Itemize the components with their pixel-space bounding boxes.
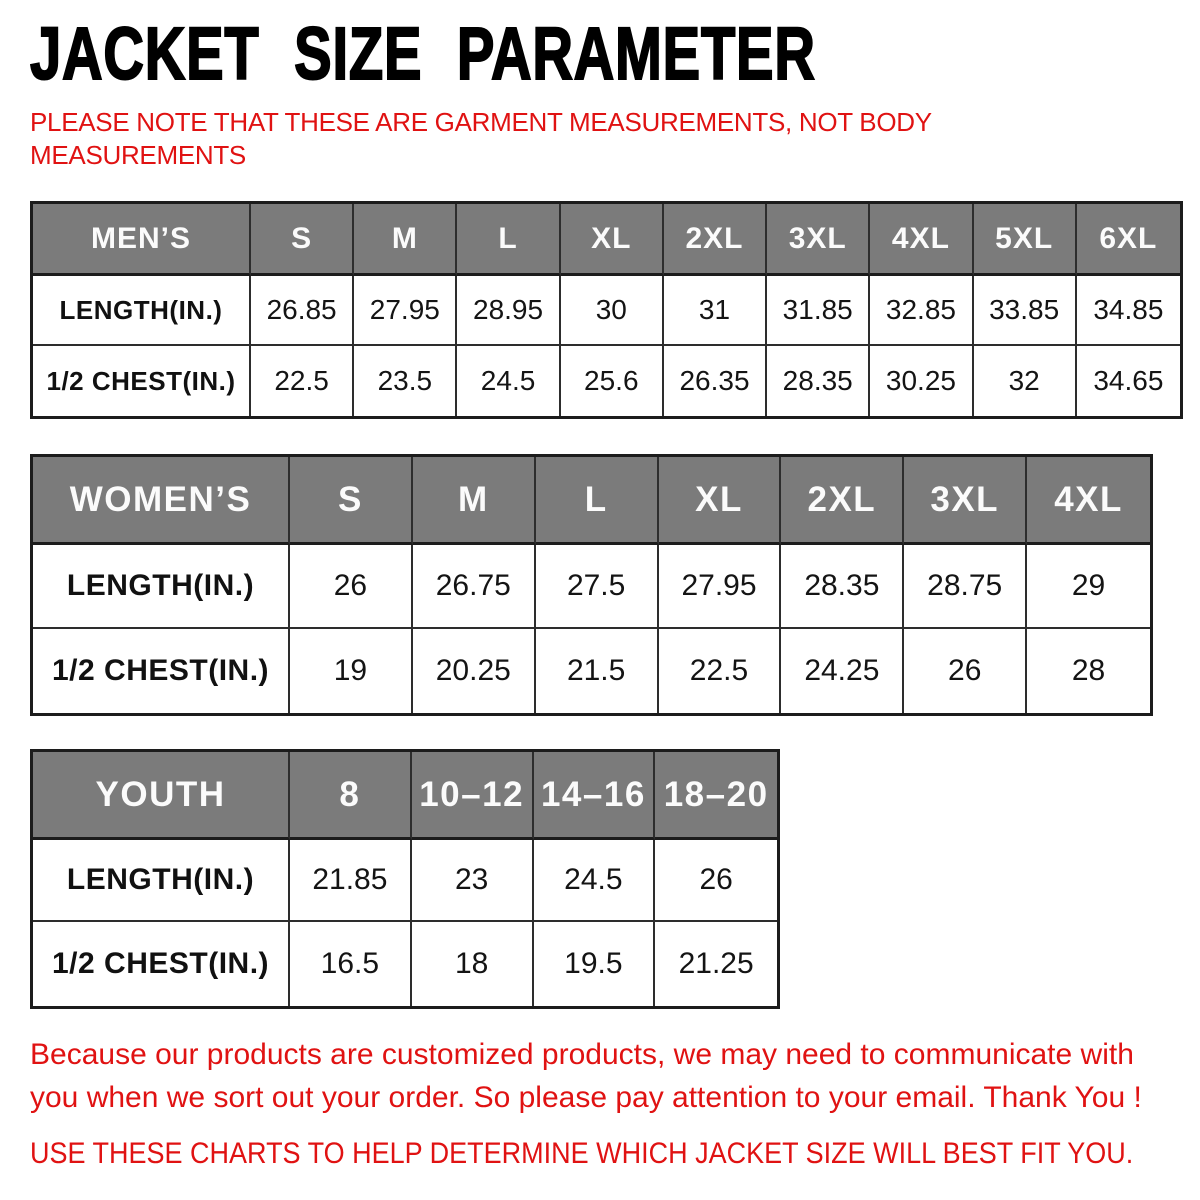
value-cell: 27.95 <box>659 545 782 629</box>
womens-size-table <box>30 454 1153 716</box>
size-header-cell: 3XL <box>904 457 1027 545</box>
value-cell: 24.25 <box>781 629 904 713</box>
value-cell: 26 <box>904 629 1027 713</box>
size-header-cell: L <box>536 457 659 545</box>
value-cell: 23.5 <box>354 346 457 416</box>
size-header-cell: M <box>354 204 457 276</box>
row-label-cell: LENGTH(IN.) <box>33 276 251 346</box>
size-header-cell: 18–20 <box>655 752 777 840</box>
page-title: JACKET SIZE PARAMETER <box>30 12 816 95</box>
value-cell: 28.95 <box>457 276 560 346</box>
size-header-cell: S <box>290 457 413 545</box>
value-cell: 34.65 <box>1093 365 1164 396</box>
value-cell: 23 <box>412 840 534 922</box>
size-header-cell: 4XL <box>870 204 973 276</box>
value-cell: 19 <box>290 629 413 713</box>
customization-notice: Because our products are customized products, we may need to communicate with you when we sort out your order. So please pay attention to your email. Thank You ! <box>30 1038 1142 1114</box>
value-cell: 30 <box>561 276 664 346</box>
value-cell: 26.35 <box>664 346 767 416</box>
mens-size-table <box>30 201 1183 419</box>
chart-usage-advice: USE THESE CHARTS TO HELP DETERMINE WHICH JACKET SIZE WILL BEST FIT YOU. <box>30 1137 1134 1170</box>
value-cell: 28.35 <box>781 545 904 629</box>
size-header-cell: L <box>457 204 560 276</box>
value-cell: 30.25 <box>870 346 973 416</box>
row-label-cell: 1/2 CHEST(IN.) <box>33 922 290 1006</box>
value-cell: 26.85 <box>251 276 354 346</box>
size-header-cell: 10–12 <box>412 752 534 840</box>
value-cell: 26.75 <box>413 545 536 629</box>
value-cell: 33.85 <box>974 276 1077 346</box>
value-cell: 18 <box>412 922 534 1006</box>
size-header-cell: 2XL <box>664 204 767 276</box>
youth-size-table <box>30 749 780 1009</box>
value-cell: 22.5 <box>251 346 354 416</box>
value-cell: 28.35 <box>767 346 870 416</box>
value-cell: 31.85 <box>767 276 870 346</box>
value-cell: 24.5 <box>457 346 560 416</box>
value-cell: 27.5 <box>536 545 659 629</box>
value-cell: 21.25 <box>678 947 754 980</box>
value-cell: 25.6 <box>561 346 664 416</box>
row-label-cell: LENGTH(IN.) <box>33 840 290 922</box>
value-cell: 27.95 <box>354 276 457 346</box>
table-name-cell: MEN’S <box>33 204 251 276</box>
size-header-cell: M <box>413 457 536 545</box>
value-cell: 28 <box>1071 654 1106 687</box>
value-cell: 16.5 <box>290 922 412 1006</box>
value-cell: 21.5 <box>536 629 659 713</box>
row-label-cell: 1/2 CHEST(IN.) <box>33 629 290 713</box>
value-cell: 34.85 <box>1077 276 1180 346</box>
size-header-cell: 8 <box>290 752 412 840</box>
value-cell: 21.85 <box>290 840 412 922</box>
value-cell: 29 <box>1027 545 1150 629</box>
value-cell: 32.85 <box>870 276 973 346</box>
value-cell: 31 <box>664 276 767 346</box>
size-header-cell: 3XL <box>767 204 870 276</box>
value-cell: 19.5 <box>534 922 656 1006</box>
row-label-cell: LENGTH(IN.) <box>33 545 290 629</box>
size-header-cell: XL <box>561 204 664 276</box>
value-cell: 28.75 <box>904 545 1027 629</box>
garment-measurement-note: PLEASE NOTE THAT THESE ARE GARMENT MEASUREMENTS, NOT BODY MEASUREMENTS <box>30 107 932 170</box>
size-header-cell: XL <box>659 457 782 545</box>
row-label-cell: 1/2 CHEST(IN.) <box>33 346 251 416</box>
value-cell: 22.5 <box>659 629 782 713</box>
size-header-cell: 6XL <box>1077 204 1180 276</box>
value-cell: 32 <box>974 346 1077 416</box>
value-cell: 20.25 <box>413 629 536 713</box>
size-header-cell: S <box>251 204 354 276</box>
value-cell: 26 <box>290 545 413 629</box>
value-cell: 24.5 <box>534 840 656 922</box>
size-header-cell: 2XL <box>781 457 904 545</box>
table-name-cell: YOUTH <box>33 752 290 840</box>
value-cell: 26 <box>655 840 777 922</box>
table-name-cell: WOMEN’S <box>33 457 290 545</box>
size-header-cell: 5XL <box>974 204 1077 276</box>
size-header-cell: 4XL <box>1027 457 1150 545</box>
size-header-cell: 14–16 <box>534 752 656 840</box>
